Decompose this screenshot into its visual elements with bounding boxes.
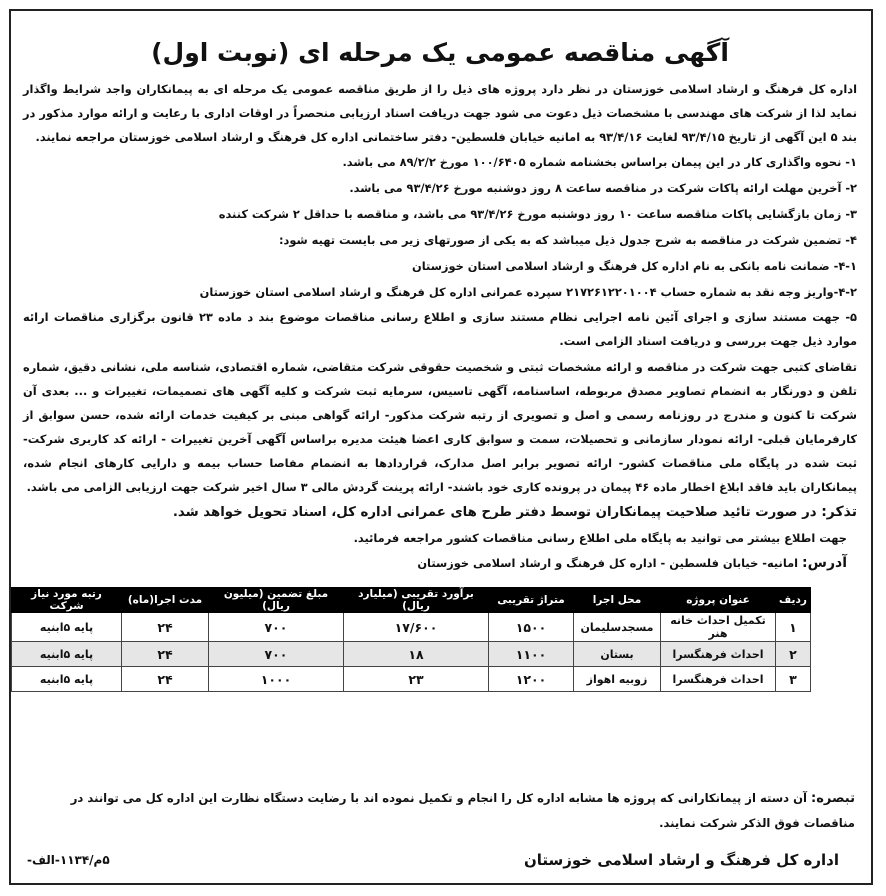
table-cell: پایه ۵ابنیه [12,642,122,667]
header-area: متراژ تقریبی [489,588,574,613]
signature-row [27,851,855,869]
address-text: امانیه- خیابان فلسطین - اداره کل فرهنگ و ارشاد اسلامی خوزستان [417,556,803,570]
table-cell: ۲۴ [122,642,209,667]
table-cell: بستان [574,642,661,667]
header-duration: مدت اجرا(ماه) [122,588,209,613]
table-cell: احداث فرهنگسرا [661,642,776,667]
tabsereh-note [27,786,855,835]
table-cell: ۱۵۰۰ [489,613,574,642]
table-header-row [12,588,811,613]
table-cell: ۲ [776,642,811,667]
table-cell: مسجدسلیمان [574,613,661,642]
table-cell: ۲۴ [122,613,209,642]
list-item: ۴-۱- ضمانت نامه بانکی به نام اداره کل فرهنگ و ارشاد اسلامی استان خوزستان [412,259,857,273]
item5-paragraph: ۵- جهت مستند سازی و اجرای آئین نامه اجرایی نظام مستند سازی و اطلاع رسانی مناقصات موضوع بند د ماده ۲۳ قانون برگزاری مناقصات ارائه موارد ذیل جهت بررسی و دریافت اسناد الزامی است. [23,310,857,348]
table-row [12,667,811,692]
reference-code: ۵م/۱۱۳۴-الف- [27,853,110,867]
list-item: ۴-۲-واریز وجه نقد به شماره حساب ۲۱۷۲۶۱۲۲۰۱۰۰۴ سپرده عمرانی اداره کل فرهنگ و ارشاد اسلامی استان خوزستان [199,285,857,299]
address-label: آدرس: [802,555,847,571]
table-cell: پایه ۵ابنیه [12,613,122,642]
header-row-number: ردیف [776,588,811,613]
footer [11,764,871,869]
header-grade: رتبه مورد نیاز شرکت [12,588,122,613]
list-item: ۲- آخرین مهلت ارائه پاکات شرکت در مناقصه ساعت ۸ روز دوشنبه مورخ ۹۳/۴/۲۶ می باشد. [349,181,857,195]
table-cell: ۷۰۰ [209,613,344,642]
notice [23,499,857,526]
header-estimate: برآورد تقریبی (میلیارد ریال) [344,588,489,613]
table-cell: ۱۱۰۰ [489,642,574,667]
requirements-paragraph: تقاضای کتبی جهت شرکت در مناقصه و ارائه مشخصات ثبتی و شخصیت حقوقی شرکت متقاضی، شماره اقتصادی، شناسه ملی، نشانی دقیق، شماره تلفن و دورنگار به انضمام تصاویر مصدق مربوطه، اساسنامه، آگهی تاسیس، سرمایه ثبت شرکت و کلیه آگهی های تصمیمات، تغییرات و ... بعدی آن شرکت تا کنون و مندرج در روزنامه رسمی و اصل و تصویری از رتبه شرکت مذکور- ارائه گواهی مبنی بر کیفیت خدمات ارائه شده، حسن سوابق از کارفرمایان قبلی- ارائه نمودار سازمانی و تحصیلات، سمت و سوابق کاری اعضا هیئت مدیره براساس آگهی آخرین تغییرات - ارائه کد کاربری شرکت- ثبت شده در پایگاه ملی مناقصات کشور- ارائه تصویر برابر اصل مدارک، قراردادها به انضمام مفاصا حساب بیمه و دارایی کارهای انجام شده، پیمانکاران باید فاقد ابلاغ اخطار ماده ۴۶ پیمان در پرونده کاری خود باشند- ارائه پرینت گردش مالی ۳ سال اخیر شرکت جهت ارزیابی الزامی می باشد. [23,360,857,494]
table-cell: ۲۳ [344,667,489,692]
address [23,550,857,577]
header-guarantee: مبلغ تضمین (میلیون ریال) [209,588,344,613]
table-cell: ۱۸ [344,642,489,667]
issuer-signature: اداره کل فرهنگ و ارشاد اسلامی خوزستان [523,851,839,869]
header-project-title: عنوان پروژه [661,588,776,613]
tabsereh-text: آن دسته از پیمانکارانی که پروژه ها مشابه اداره کل را انجام و تکمیل نموده اند با رضایت دستگاه نظارت این اداره کل می توانند در مناقصات فوق الذکر شرکت نمایند. [70,791,855,830]
list-item: ۳- زمان بازگشایی پاکات مناقصه ساعت ۱۰ روز دوشنبه مورخ ۹۳/۴/۲۶ می باشد، و مناقصه با حداقل ۲ شرکت کننده [218,207,857,221]
table-cell: ۲۴ [122,667,209,692]
intro-paragraph: اداره کل فرهنگ و ارشاد اسلامی خوزستان در نظر دارد پروژه های ذیل را از طریق مناقصه عمومی یک مرحله ای به پیمانکاران واجد شرایط واگذار نماید لذا از شرکت های مهندسی با مشخصات ذیل دعوت می شود جهت دریافت اسناد ارزیابی منحصراً در اوقات اداری با رعایت و ارائه موارد مذکور در بند ۵ این آگهی از تاریخ ۹۳/۴/۱۵ لغایت ۹۳/۴/۱۶ به امانیه خیابان فلسطین- دفتر ساختمانی اداره کل فرهنگ و ارشاد اسلامی خوزستان مراجعه نمایند. [23,82,857,144]
info-line: جهت اطلاع بیشتر می توانید به پایگاه ملی اطلاع رسانی مناقصات کشور مراجعه فرمائید. [353,531,847,545]
table-cell: پایه ۵ابنیه [12,667,122,692]
table-cell: ۱۲۰۰ [489,667,574,692]
notice-text: در صورت تائید صلاحیت پیمانکاران توسط دفتر طرح های عمرانی اداره کل، اسناد تحویل خواهد شد. [172,505,822,520]
table-cell: ۷۰۰ [209,642,344,667]
table-cell: ۱۷/۶۰۰ [344,613,489,642]
notice-label: تذکر: [821,504,857,520]
list-item: ۱- نحوه واگذاری کار در این پیمان براساس بخشنامه شماره ۱۰۰/۶۴۰۵ مورخ ۸۹/۲/۲ می باشد. [342,155,857,169]
table-row [12,642,811,667]
announcement-body [11,38,871,577]
table-cell: ۱۰۰۰ [209,667,344,692]
projects-table [11,587,811,692]
list-item: ۴- تضمین شرکت در مناقصه به شرح جدول ذیل میباشد که به یکی از صورتهای زیر می بایست تهیه شود: [278,233,857,247]
table-cell: ۱ [776,613,811,642]
table-cell: احداث فرهنگسرا [661,667,776,692]
announcement-frame [9,9,873,885]
header-location: محل اجرا [574,588,661,613]
table-cell: تکمیل احداث خانه هنر [661,613,776,642]
table-row [12,613,811,642]
tabsereh-label: تبصره: [811,791,855,806]
table-cell: زوبیه اهواز [574,667,661,692]
table-cell: ۳ [776,667,811,692]
page-title: آگهی مناقصه عمومی یک مرحله ای (نوبت اول) [151,38,729,67]
